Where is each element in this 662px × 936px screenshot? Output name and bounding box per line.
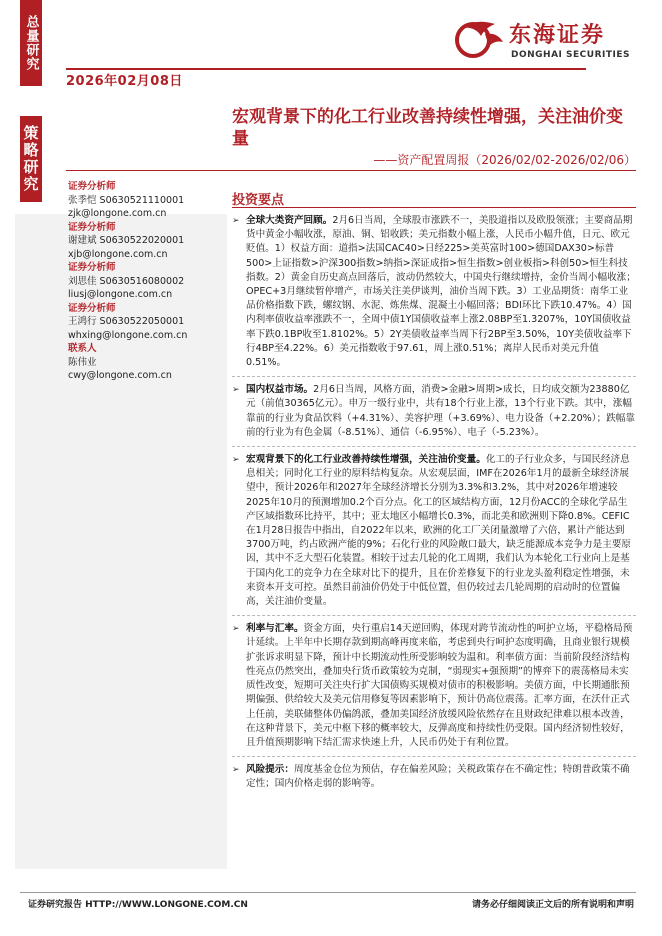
analyst-entry xyxy=(68,261,228,302)
analyst-credential xyxy=(68,234,228,248)
bullet-arrow-icon: ➢ xyxy=(232,216,240,226)
analyst-email[interactable]: liusj@longone.com.cn xyxy=(68,289,173,300)
analyst-credential xyxy=(68,194,228,208)
strategy-tab: 策略研究 xyxy=(20,116,42,202)
analyst-role: 证券分析师 xyxy=(68,221,116,233)
bullet-lead: 风险提示： xyxy=(246,764,294,776)
analyst-email[interactable]: whxing@longone.com.cn xyxy=(68,329,188,341)
analyst-entry xyxy=(68,221,228,262)
key-point-rates-fx xyxy=(232,622,636,757)
analyst-role: 证券分析师 xyxy=(68,181,116,192)
analyst-id: S0630521110001 xyxy=(99,194,185,206)
analyst-name: 谢建斌 xyxy=(68,235,97,246)
analyst-credential xyxy=(68,275,228,289)
logo-name-cn: 东海证券 xyxy=(509,22,606,48)
bullet-arrow-icon: ➢ xyxy=(232,765,240,776)
bullet-lead: 宏观背景下的化工行业改善持续性增强，关注油价变量。 xyxy=(246,454,486,466)
footer-rule xyxy=(20,892,636,893)
contact-email[interactable]: cwy@longone.com.cn xyxy=(68,370,172,381)
analyst-email[interactable]: xjb@longone.com.cn xyxy=(68,248,168,260)
bullet-text: 2月6日当周，风格方面，消费>金融>周期>成长，日均成交额为23880亿元（前值30365亿元）。申万一级行业中，共有18个行业上涨，13个行业下跌。其中，涨幅靠前的行业为食品饮料（+4.31%）、美容护理（+3.69%）、电力设备（+2.20%）；跌幅靠前的行业为有色金属（-8.51%）、通信（-6.95%）、电子（-5.23%）。 xyxy=(246,384,635,438)
analyst-email[interactable]: zjk@longone.com.cn xyxy=(68,208,167,219)
key-point-chemical-industry xyxy=(232,453,636,616)
analyst-role: 证券分析师 xyxy=(68,302,116,314)
logo-name-en: DONGHAI SECURITIES xyxy=(511,50,630,60)
analyst-role: 证券分析师 xyxy=(68,262,116,273)
bullet-text: 周度基金仓位为预估，存在偏差风险；关税政策存在不确定性；特朗普政策不确定性；国内价格走弱的影响等。 xyxy=(246,764,630,790)
analyst-entry xyxy=(68,302,228,343)
bullet-text: 2月6日当周，全球股市涨跌不一，美股道指以及欧股领涨；主要商品期货中黄金小幅收涨，原油、铜、铝收跌；美元指数小幅上涨，人民币小幅升值，日元、欧元贬值。1）权益方面：道指>法国CAC40>日经225>美英富时100>德国DAX30>标普500>上证指数>沪深300指数>纳指>深证成指>恒生指数>创业板指>科创50>恒生科技指数。2）黄金自历史高点回落后，波动仍然较大，中国央行继续增持，金价当周小幅收涨；OPEC+3月继续暂停增产，市场关注美伊谈判，油价当周下跌。3）工业品期货：南华工业品价格指数下跌，螺纹钢、水泥、炼焦煤、混凝土小幅回落；BDI环比下跌10.47%。4）国内利率债收益率涨跌不一，全周中债1Y国债收益率上涨2.08BP至1.3207%，10Y国债收益率下跌0.1BP收至1.8102%。5）2Y美债收益率当周下行2BP至3.50%，10Y美债收益率下行4BP至4.22%。6）美元指数收于97.61，周上涨0.51%；离岸人民币对美元升值0.51%。 xyxy=(246,215,636,369)
key-point-risk-warning xyxy=(232,763,636,797)
section-underline xyxy=(232,207,636,208)
bullet-text: 化工的子行业众多，与国民经济息息相关；同时化工行业的原料结构复杂。从宏观层面，IMF在2026年1月的最新全球经济展望中，预计2026年和2027年全球经济增长分别为3.3%和3.2%，其中对2026年增速较2025年10月的预测增加0.2个百分点。化工的区域结构方面，12月份ACC的全球化学品生产区域指数环比持平，其中；亚太地区小幅增长0.3%，而北美和欧洲则下降0.8%。CEFIC在1月28日报告中指出，自2022年以来，欧洲的化工厂关闭量激增了六倍，累计产能达到3700万吨，约占欧洲产能的9%；石化行业的风险敞口最大，缺乏能源成本竞争力是主要原因，其中不乏大型石化装置。相较于过去几轮的化工周期，我们认为本轮化工行业向上是基于国内化工的竞争力在全球对比下的提升，且在价差修复下的行业龙头盈利稳定性增强，未来资本开支可控。虽然目前油价仍处于中低位置，但仍较过去几轮周期的启动时的位置偏高，关注油价变量。 xyxy=(246,454,632,608)
category-tab: 总量研究 xyxy=(20,0,42,86)
analyst-id: S0630522050001 xyxy=(99,316,185,327)
analyst-name: 张季恺 xyxy=(68,194,97,206)
report-date: 2026年02月08日 xyxy=(66,74,183,89)
section-heading: 投资要点 xyxy=(232,193,285,208)
company-logo xyxy=(455,14,635,68)
footer-website[interactable]: 证券研究报告 HTTP://WWW.LONGONE.COM.CN xyxy=(28,900,248,910)
logo-emblem-icon xyxy=(455,14,505,64)
footer-disclaimer: 请务必仔细阅读正文后的所有说明和声明 xyxy=(471,900,634,910)
bullet-lead: 利率与汇率。 xyxy=(246,623,304,635)
analyst-credential xyxy=(68,315,228,329)
analyst-entry xyxy=(68,180,228,221)
key-point-domestic-equity xyxy=(232,383,636,447)
bullet-arrow-icon: ➢ xyxy=(232,385,240,396)
contact-entry xyxy=(68,342,228,383)
analyst-name: 刘思佳 xyxy=(68,275,97,287)
bullet-arrow-icon: ➢ xyxy=(232,455,240,466)
analyst-id: S0630522020001 xyxy=(99,235,185,246)
contact-role: 联系人 xyxy=(68,343,97,354)
analyst-list xyxy=(68,180,228,383)
bullet-lead: 国内权益市场。 xyxy=(246,384,314,396)
analyst-id: S0630516080002 xyxy=(99,275,185,287)
bullet-arrow-icon: ➢ xyxy=(232,624,240,635)
analyst-name: 王鸿行 xyxy=(68,316,97,327)
bullet-text: 资金方面，央行重启14天逆回购，体现对跨节流动性的呵护立场，平稳格局预计延续。上半年中长期存款到期高峰再度来临，考虑到央行呵护态度明确，且商业银行规模扩张诉求明显下降，预计中长期流动性所受影响较为温和。利率债方面：当前阶段经济结构性亮点仍然突出，叠加央行货币政策较为克制，“弱现实+强预期”的博弈下的震荡格局未实质性改变，短期可关注央行扩大国债购买规模对债市的积极影响。美债方面，中长期通胀预期偏强、供给较大及美元信用修复等因素影响下，预计仍高位震荡。汇率方面，在沃什正式上任前，美联储整体仍偏鸽派，叠加美国经济放缓风险依然存在且财政纪律难以根本改善，在这种背景下，美元中枢下移的概率较大，反弹高度和持续性仍受限。国内经济韧性较好，且升值预期影响下结汇需求快速上升，人民币仍处于有利位置。 xyxy=(246,623,633,748)
title-divider xyxy=(66,170,636,171)
contact-name: 陈伟业 xyxy=(68,356,97,368)
key-points xyxy=(232,214,636,804)
key-point-global-assets xyxy=(232,214,636,377)
report-subtitle: ——资产配置周报（2026/02/02-2026/02/06） xyxy=(373,153,636,167)
bullet-lead: 全球大类资产回顾。 xyxy=(246,215,333,226)
report-title: 宏观背景下的化工行业改善持续性增强，关注油价变量 xyxy=(232,107,623,149)
